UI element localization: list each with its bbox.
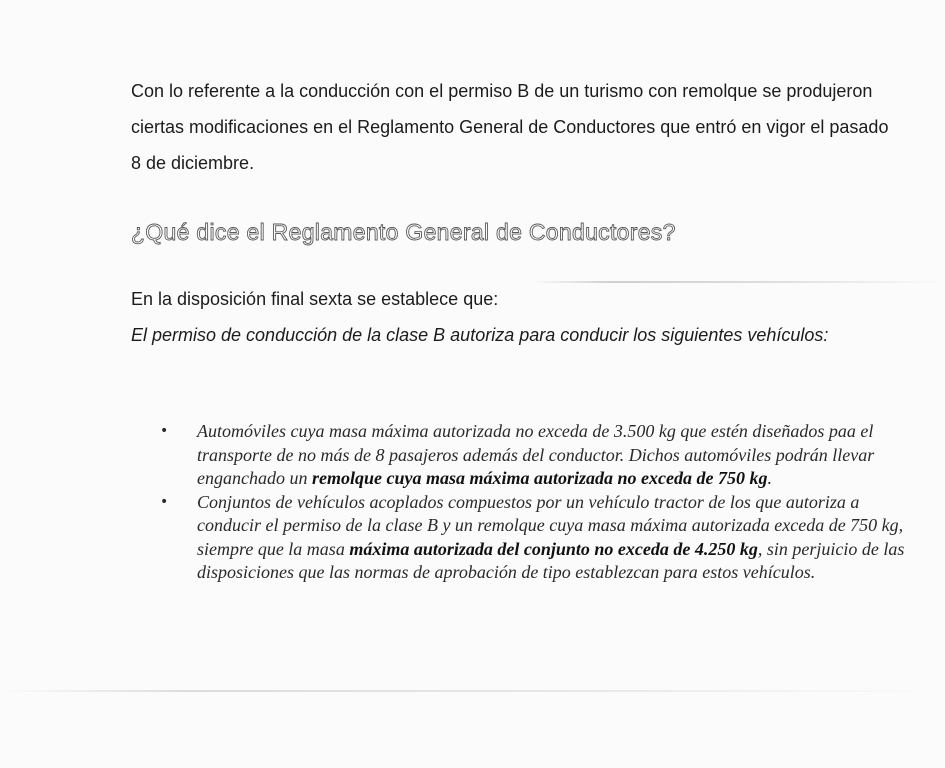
rule-text: . [767,468,772,488]
rule-text: , sin perjuicio de las disposiciones que las normas de aprobación de tipo establezcan para estos vehículos. [197,538,905,582]
rule-text: Conjuntos de vehículos acoplados compuestos por un vehículo tractor de los que autoriza a conducir el permiso de la clase B y un remolque cuya masa máxima autorizada exceda de 750 kg, siempre que la masa [197,491,904,559]
section-heading: ¿Qué dice el Reglamento General de Conductores? [131,219,676,245]
disposition-block [131,281,891,353]
list-item [160,491,905,585]
disposition-quote: El permiso de conducción de la clase B autoriza para conducir los siguientes vehículos: [131,325,829,345]
rule-text: Automóviles cuya masa máxima autorizada no exceda de 3.500 kg que estén diseñados paa el transporte de no más de 8 pasajeros además del conductor. Dichos automóviles podrán llevar enganchado un [197,421,875,488]
rule-emphasis: máxima autorizada del conjunto no exceda de 4.250 kg [349,538,758,559]
rule-emphasis: remolque cuya masa máxima autorizada no exceda de 750 kg [311,468,768,488]
list-item [160,420,905,491]
disposition-lead: En la disposición final sexta se establece que: [131,289,499,309]
intro-paragraph: Con lo referente a la conducción con el permiso B de un turismo con remolque se produjeron ciertas modificaciones en el Reglamento General de Conductores que entró en vigor el pasado 8 de diciembre. [131,81,889,173]
rules-list [160,420,905,585]
bullet-icon: • [160,423,169,439]
scan-fold-mark [0,690,945,692]
bullet-icon: • [160,493,169,510]
